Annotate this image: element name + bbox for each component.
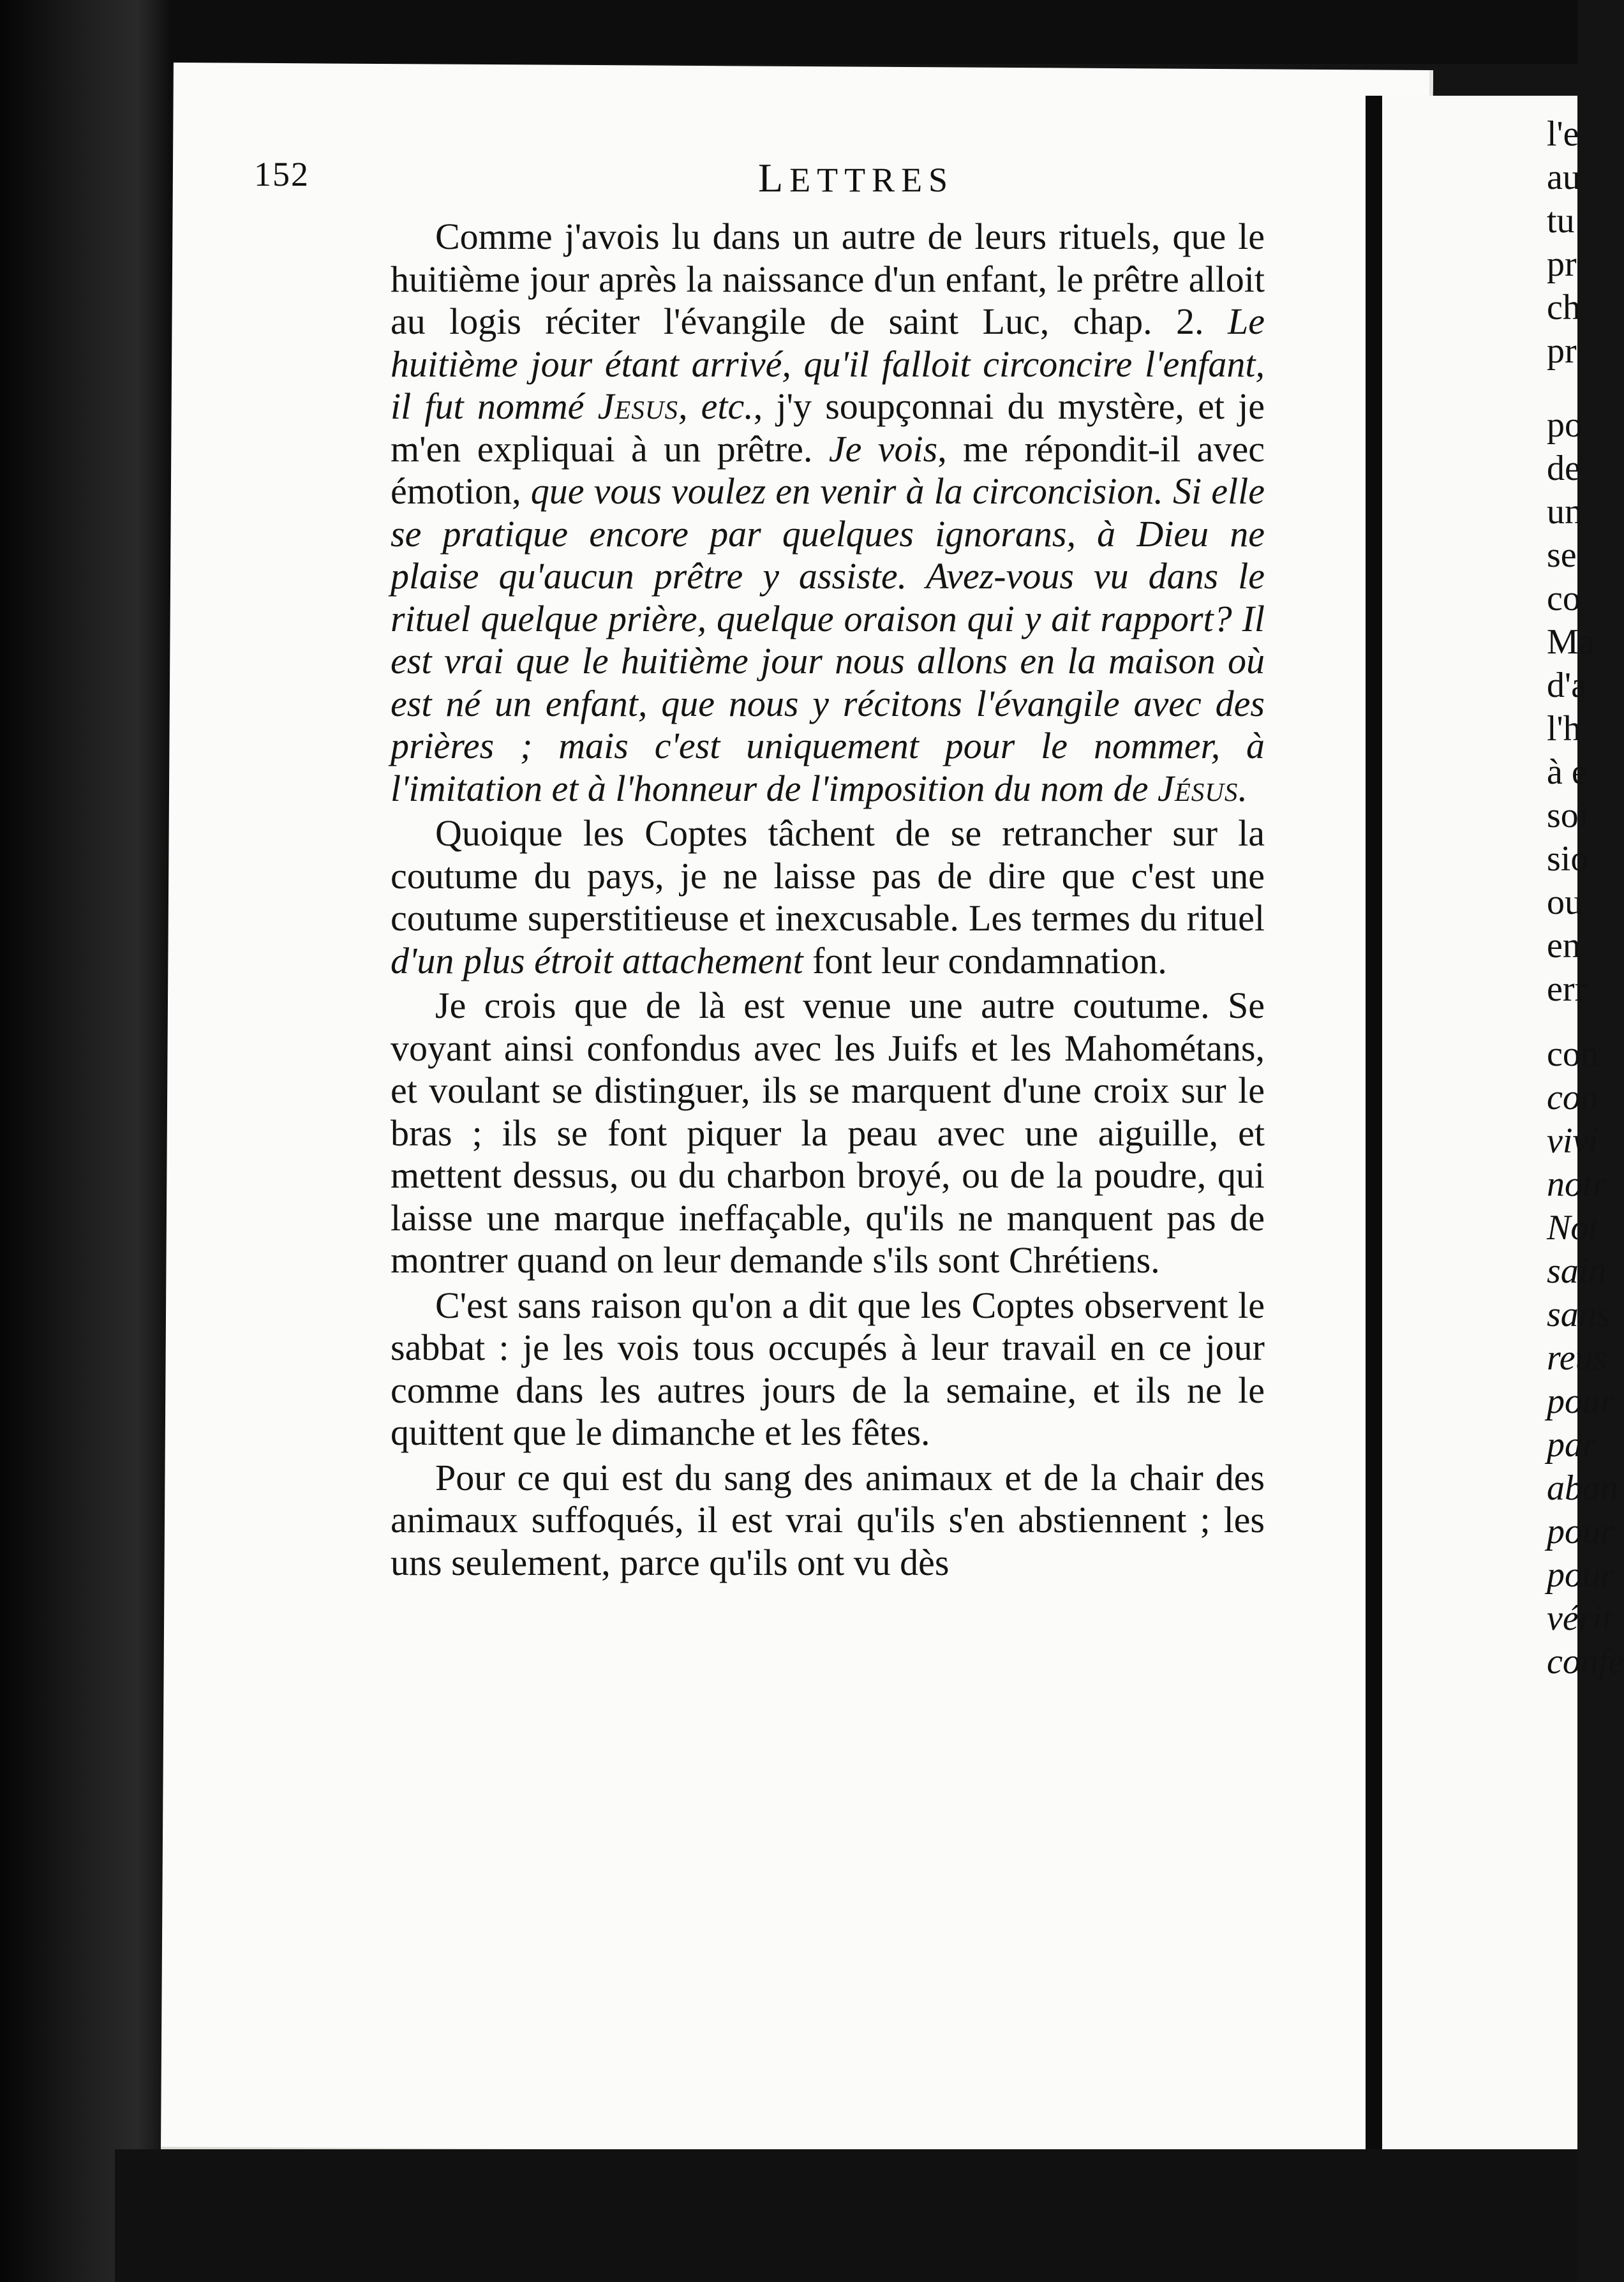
facing-page-fragment: ou: [1547, 882, 1583, 922]
facing-page-line: [1382, 577, 1581, 620]
text-segment: Je crois que de là est venue une autre coutume. Se voyant ainsi confondus avec les Juifs et les Mahométans, et voulant se distinguer, ils se marquent d'une croix sur le bras ; ils se font piquer la peau avec une aiguille, et mettent dessus, ou du charbon broyé, ou de la poudre, qui laisse une marque ineffaçable, qu'ils ne manquent pas de montrer quand on leur demande s'ils sont Chrétiens.: [391, 985, 1265, 1281]
text-segment: .: [1238, 767, 1248, 809]
text-segment: Jesus: [597, 385, 678, 427]
facing-page-line: [1382, 533, 1577, 577]
facing-page-fragment: vivi: [1547, 1121, 1598, 1161]
facing-page-line: [1382, 112, 1577, 156]
facing-page-line: [1382, 447, 1581, 490]
facing-page-fragment: notr: [1547, 1164, 1607, 1204]
paragraph-4: [391, 1285, 1265, 1454]
facing-page-fragment: confe: [1547, 1641, 1624, 1682]
text-segment: , j'y soupçonnai du mystère, et je m'en expliquai à un prêtre.: [391, 385, 1265, 470]
facing-page-line: [1382, 1249, 1607, 1293]
facing-page-line: [1382, 1553, 1614, 1597]
facing-page-line: [1382, 490, 1583, 533]
facing-page-line: [1382, 1119, 1598, 1163]
facing-page-fragment: pour: [1547, 1555, 1614, 1595]
facing-page-line: [1382, 286, 1581, 329]
scan-border-top: [0, 0, 1577, 64]
facing-page-fragment: ch: [1547, 288, 1581, 327]
facing-page-fragment: con: [1547, 1077, 1598, 1117]
page-number: 152: [254, 155, 309, 193]
facing-page-fragment: sain: [1547, 1251, 1607, 1291]
facing-page-fragment: pr: [1547, 244, 1577, 284]
book-spine: [1366, 96, 1382, 2157]
facing-page-line: [1382, 707, 1581, 750]
text-segment: Je vois: [828, 428, 938, 470]
text-segment: que vous voulez en venir à la circoncision. Si elle se pratique encore par quelques ignorans, à Dieu ne plaise qu'aucun prêtre y assiste. Avez-vous vu dans le rituel quelque prière, quelque oraison qui y ait rapport? Il est vrai que le huitième jour nous allons en la maison où est né un enfant, que nous y récitons l'évangile avec des prières ; mais c'est uniquement pour le nommer, à l'imitation et à l'honneur de l'imposition du nom de: [391, 470, 1265, 809]
facing-page-line: [1382, 1336, 1607, 1380]
facing-page-fragment: l'e: [1547, 114, 1579, 154]
facing-page-fragment: pour: [1547, 1511, 1614, 1551]
facing-page-fragment: soi: [1547, 795, 1589, 835]
facing-page-line: [1382, 1076, 1598, 1119]
facing-page-line: [1382, 1423, 1597, 1466]
paragraph-2: [391, 812, 1265, 982]
facing-page-fragment: par: [1547, 1424, 1597, 1465]
text-segment: Le huitième jour étant arrivé, qu'il falloit circoncire l'enfant, il fut nommé: [391, 301, 1265, 427]
facing-page-fragment: sio: [1547, 839, 1589, 879]
running-title-initial: L: [758, 155, 790, 200]
text-segment: Jésus: [1157, 767, 1239, 809]
scan-border-left: [0, 0, 172, 2282]
text-segment: d'un plus étroit attachement: [391, 939, 803, 981]
paragraph-5: [391, 1457, 1265, 1585]
running-head: [254, 154, 1275, 199]
facing-page-line: [1382, 1466, 1618, 1510]
facing-page-line: [1382, 664, 1587, 707]
facing-page-fragment: en: [1547, 925, 1581, 966]
running-title-rest: ETTRES: [789, 161, 955, 199]
facing-page-line: [1382, 794, 1589, 837]
paragraph-3: [391, 985, 1265, 1282]
facing-page-fragment: Ma: [1547, 622, 1595, 662]
scan-border-bottom: [115, 2149, 1577, 2282]
facing-page-fragment: pr: [1547, 331, 1577, 371]
facing-page-fragment: se: [1547, 535, 1577, 575]
facing-page-fragment: au: [1547, 158, 1581, 197]
facing-page-fragment: à e: [1547, 752, 1588, 792]
facing-page-fragment: l'h: [1547, 708, 1581, 749]
text-segment: Comme j'avois lu dans un autre de leurs rituels, que le huitième jour après la naissance d'un enfant, le prêtre alloit au logis réciter l'évangile de saint Luc, chap. 2.: [391, 216, 1265, 342]
facing-page-fragment: vérit: [1547, 1598, 1613, 1638]
running-title: [758, 154, 954, 202]
facing-page-line: [1382, 1597, 1613, 1640]
facing-page-line: [1382, 837, 1589, 881]
facing-page-line: [1382, 620, 1595, 664]
facing-page-fragment: d'a: [1547, 665, 1587, 705]
facing-page-fragment: co: [1547, 578, 1581, 618]
facing-page-line: [1382, 1640, 1624, 1683]
facing-page-line: [1382, 750, 1588, 794]
facing-page-line: [1382, 881, 1583, 924]
text-segment: Pour ce qui est du sang des animaux et de la chair des animaux suffoqués, il est vrai qu'ils s'en abstiennent ; les uns seulement, parce qu'ils ont vu dès: [391, 1456, 1265, 1583]
facing-page-fragment: un: [1547, 491, 1583, 532]
facing-page-line: [1382, 1510, 1614, 1553]
facing-page-line: [1382, 329, 1577, 373]
facing-page-fragment: con: [1547, 1034, 1598, 1074]
facing-page-fragment: sans: [1547, 1294, 1611, 1334]
facing-page-fragment: reus: [1547, 1338, 1607, 1378]
facing-page-line: [1382, 242, 1577, 286]
facing-page-fragment: tu: [1547, 201, 1575, 241]
text-segment: Quoique les Coptes tâchent de se retrancher sur la coutume du pays, je ne laisse pas de dire que c'est une coutume superstitieuse et inexcusable. Les termes du rituel: [391, 812, 1265, 939]
paragraph-1: [391, 216, 1265, 810]
text-segment: font leur condamnation.: [803, 939, 1167, 981]
facing-page: [1382, 96, 1624, 2176]
facing-page-fragment: err: [1547, 969, 1587, 1009]
text-segment: , etc.: [678, 385, 754, 427]
facing-page-line: [1382, 1380, 1614, 1423]
facing-page-fragment: Not: [1547, 1207, 1598, 1248]
facing-page-line: [1382, 1033, 1598, 1076]
facing-page-line: [1382, 199, 1577, 242]
facing-page-fragment: pour: [1547, 1381, 1614, 1421]
facing-page-line: [1382, 156, 1581, 199]
facing-page-fragment: de: [1547, 448, 1581, 488]
facing-page-line: [1382, 924, 1581, 967]
facing-page-fragment: aban: [1547, 1468, 1618, 1508]
facing-page-line: [1382, 1163, 1607, 1206]
body-text: [391, 216, 1265, 1584]
facing-page-line: [1382, 1293, 1611, 1336]
text-segment: , me répondit-il avec émotion,: [391, 428, 1265, 512]
text-segment: C'est sans raison qu'on a dit que les Coptes observent le sabbat : je les vois tous occupés à leur travail en ce jour comme dans les autres jours de la semaine, et ils ne le quittent que le dimanche et les fêtes.: [391, 1284, 1265, 1453]
facing-page-fragment: po: [1547, 405, 1583, 445]
facing-page-line: [1382, 403, 1583, 447]
facing-page-line: [1382, 1206, 1598, 1249]
facing-page-line: [1382, 967, 1587, 1011]
